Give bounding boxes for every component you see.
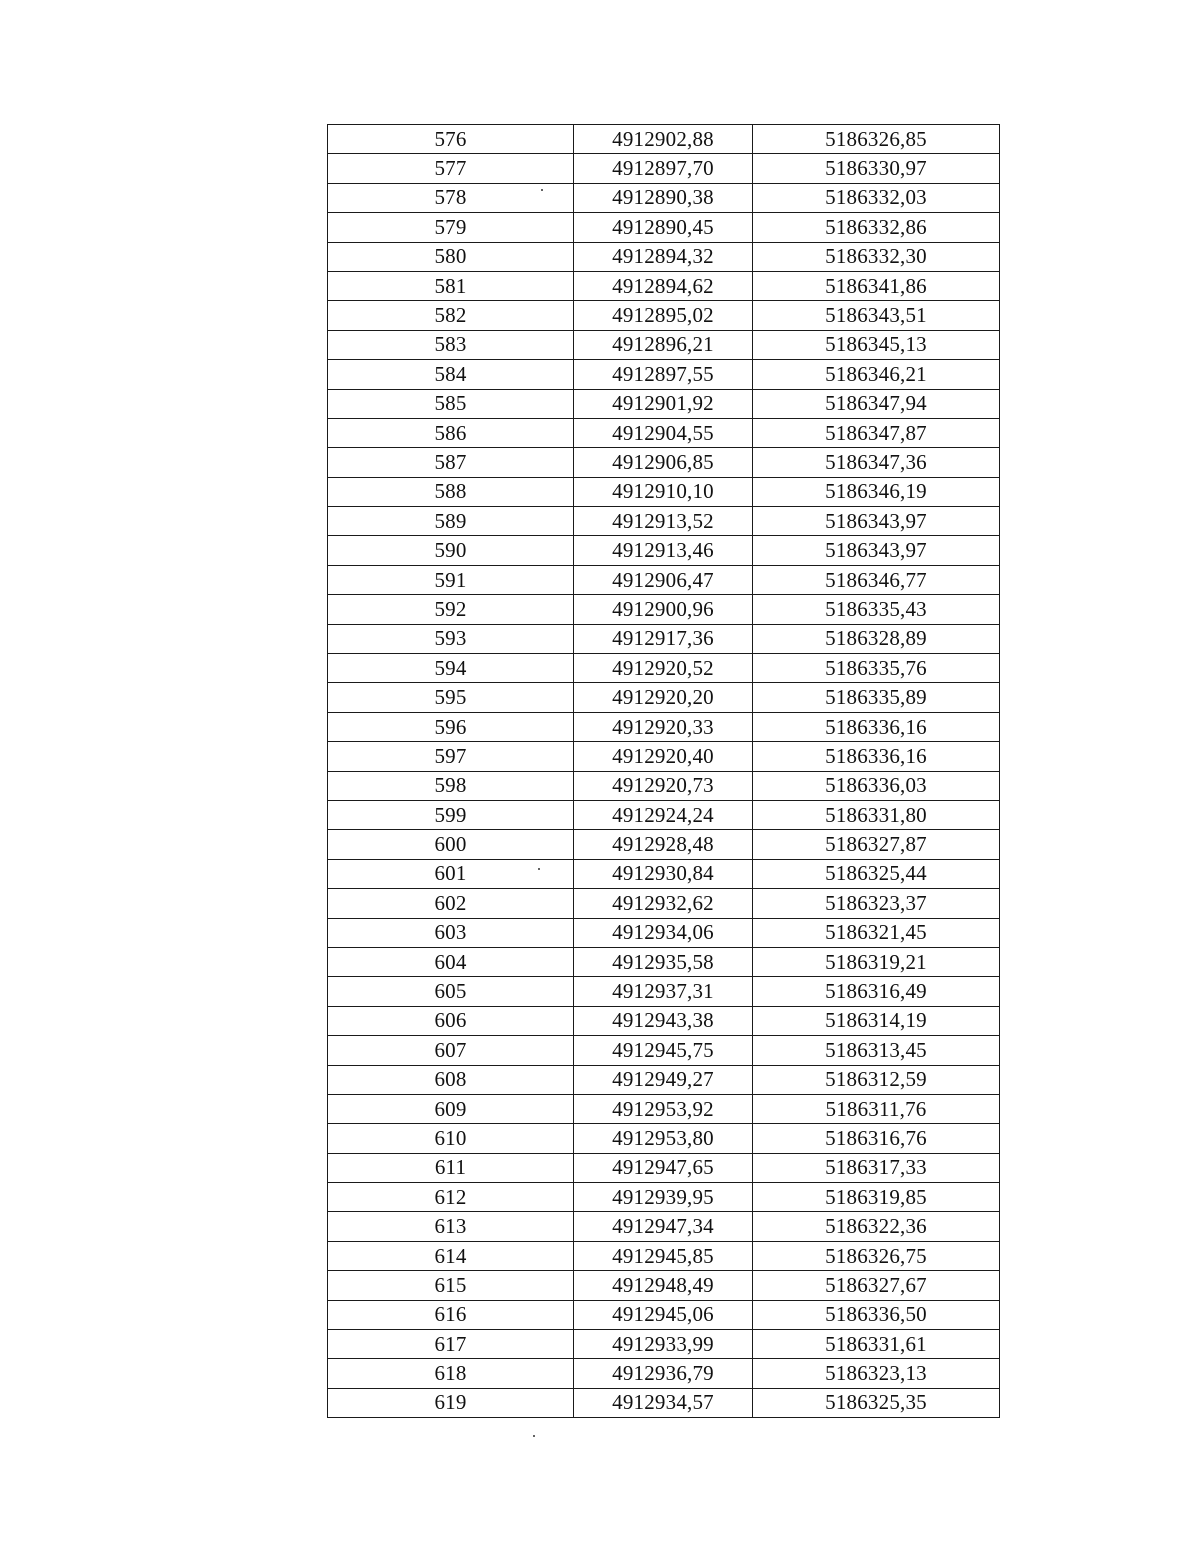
table-row — [328, 595, 1000, 624]
x-coordinate-cell: 4912949,27 — [574, 1065, 753, 1094]
table-row — [328, 771, 1000, 800]
y-coordinate-cell: 5186326,75 — [753, 1241, 1000, 1270]
table-row — [328, 1065, 1000, 1094]
point-number-cell: 587 — [328, 448, 574, 477]
x-coordinate-cell: 4912924,24 — [574, 800, 753, 829]
y-coordinate-cell: 5186312,59 — [753, 1065, 1000, 1094]
y-coordinate-cell: 5186343,51 — [753, 301, 1000, 330]
y-coordinate-cell: 5186319,21 — [753, 947, 1000, 976]
table-row — [328, 1153, 1000, 1182]
point-number-cell: 577 — [328, 154, 574, 183]
y-coordinate-cell: 5186323,13 — [753, 1359, 1000, 1388]
point-number-cell: 609 — [328, 1094, 574, 1123]
table-row — [328, 1212, 1000, 1241]
coordinates-table-body — [328, 125, 1000, 1418]
y-coordinate-cell: 5186311,76 — [753, 1094, 1000, 1123]
x-coordinate-cell: 4912894,32 — [574, 242, 753, 271]
y-coordinate-cell: 5186323,37 — [753, 889, 1000, 918]
table-row — [328, 654, 1000, 683]
y-coordinate-cell: 5186335,89 — [753, 683, 1000, 712]
y-coordinate-cell: 5186313,45 — [753, 1036, 1000, 1065]
x-coordinate-cell: 4912890,38 — [574, 183, 753, 212]
x-coordinate-cell: 4912900,96 — [574, 595, 753, 624]
coordinates-table — [327, 124, 1000, 1418]
x-coordinate-cell: 4912930,84 — [574, 859, 753, 888]
x-coordinate-cell: 4912945,75 — [574, 1036, 753, 1065]
point-number-cell: 602 — [328, 889, 574, 918]
y-coordinate-cell: 5186332,30 — [753, 242, 1000, 271]
x-coordinate-cell: 4912947,65 — [574, 1153, 753, 1182]
y-coordinate-cell: 5186332,03 — [753, 183, 1000, 212]
table-row — [328, 800, 1000, 829]
x-coordinate-cell: 4912947,34 — [574, 1212, 753, 1241]
point-number-cell: 595 — [328, 683, 574, 712]
point-number-cell: 598 — [328, 771, 574, 800]
x-coordinate-cell: 4912934,57 — [574, 1388, 753, 1417]
y-coordinate-cell: 5186316,76 — [753, 1124, 1000, 1153]
table-row — [328, 301, 1000, 330]
table-row — [328, 242, 1000, 271]
point-number-cell: 596 — [328, 712, 574, 741]
point-number-cell: 594 — [328, 654, 574, 683]
scan-speck — [533, 1435, 535, 1437]
y-coordinate-cell: 5186327,87 — [753, 830, 1000, 859]
point-number-cell: 615 — [328, 1271, 574, 1300]
y-coordinate-cell: 5186347,36 — [753, 448, 1000, 477]
point-number-cell: 610 — [328, 1124, 574, 1153]
point-number-cell: 579 — [328, 213, 574, 242]
scan-speck — [541, 189, 543, 191]
table-row — [328, 1271, 1000, 1300]
x-coordinate-cell: 4912896,21 — [574, 330, 753, 359]
y-coordinate-cell: 5186343,97 — [753, 507, 1000, 536]
table-row — [328, 742, 1000, 771]
table-row — [328, 477, 1000, 506]
y-coordinate-cell: 5186316,49 — [753, 977, 1000, 1006]
point-number-cell: 583 — [328, 330, 574, 359]
x-coordinate-cell: 4912943,38 — [574, 1006, 753, 1035]
y-coordinate-cell: 5186326,85 — [753, 125, 1000, 154]
table-row — [328, 1183, 1000, 1212]
y-coordinate-cell: 5186319,85 — [753, 1183, 1000, 1212]
x-coordinate-cell: 4912917,36 — [574, 624, 753, 653]
x-coordinate-cell: 4912920,52 — [574, 654, 753, 683]
point-number-cell: 606 — [328, 1006, 574, 1035]
table-row — [328, 624, 1000, 653]
x-coordinate-cell: 4912945,85 — [574, 1241, 753, 1270]
table-row — [328, 1388, 1000, 1417]
point-number-cell: 614 — [328, 1241, 574, 1270]
point-number-cell: 592 — [328, 595, 574, 624]
point-number-cell: 585 — [328, 389, 574, 418]
y-coordinate-cell: 5186330,97 — [753, 154, 1000, 183]
table-row — [328, 1124, 1000, 1153]
x-coordinate-cell: 4912910,10 — [574, 477, 753, 506]
table-row — [328, 859, 1000, 888]
x-coordinate-cell: 4912906,47 — [574, 565, 753, 594]
point-number-cell: 618 — [328, 1359, 574, 1388]
table-row — [328, 360, 1000, 389]
y-coordinate-cell: 5186343,97 — [753, 536, 1000, 565]
y-coordinate-cell: 5186331,61 — [753, 1330, 1000, 1359]
table-row — [328, 918, 1000, 947]
point-number-cell: 601 — [328, 859, 574, 888]
point-number-cell: 616 — [328, 1300, 574, 1329]
point-number-cell: 582 — [328, 301, 574, 330]
table-row — [328, 889, 1000, 918]
table-row — [328, 448, 1000, 477]
table-row — [328, 565, 1000, 594]
x-coordinate-cell: 4912920,20 — [574, 683, 753, 712]
point-number-cell: 586 — [328, 418, 574, 447]
point-number-cell: 597 — [328, 742, 574, 771]
x-coordinate-cell: 4912953,80 — [574, 1124, 753, 1153]
point-number-cell: 619 — [328, 1388, 574, 1417]
y-coordinate-cell: 5186336,50 — [753, 1300, 1000, 1329]
table-row — [328, 683, 1000, 712]
y-coordinate-cell: 5186332,86 — [753, 213, 1000, 242]
point-number-cell: 584 — [328, 360, 574, 389]
point-number-cell: 589 — [328, 507, 574, 536]
table-row — [328, 125, 1000, 154]
y-coordinate-cell: 5186321,45 — [753, 918, 1000, 947]
y-coordinate-cell: 5186322,36 — [753, 1212, 1000, 1241]
x-coordinate-cell: 4912901,92 — [574, 389, 753, 418]
point-number-cell: 605 — [328, 977, 574, 1006]
x-coordinate-cell: 4912920,33 — [574, 712, 753, 741]
point-number-cell: 617 — [328, 1330, 574, 1359]
y-coordinate-cell: 5186331,80 — [753, 800, 1000, 829]
table-row — [328, 947, 1000, 976]
table-row — [328, 1006, 1000, 1035]
y-coordinate-cell: 5186336,16 — [753, 742, 1000, 771]
x-coordinate-cell: 4912890,45 — [574, 213, 753, 242]
x-coordinate-cell: 4912933,99 — [574, 1330, 753, 1359]
y-coordinate-cell: 5186325,35 — [753, 1388, 1000, 1417]
point-number-cell: 612 — [328, 1183, 574, 1212]
table-row — [328, 977, 1000, 1006]
table-row — [328, 1036, 1000, 1065]
point-number-cell: 599 — [328, 800, 574, 829]
point-number-cell: 576 — [328, 125, 574, 154]
x-coordinate-cell: 4912913,52 — [574, 507, 753, 536]
point-number-cell: 604 — [328, 947, 574, 976]
x-coordinate-cell: 4912935,58 — [574, 947, 753, 976]
scan-speck — [538, 868, 540, 870]
table-row — [328, 389, 1000, 418]
point-number-cell: 578 — [328, 183, 574, 212]
point-number-cell: 607 — [328, 1036, 574, 1065]
table-row — [328, 154, 1000, 183]
x-coordinate-cell: 4912920,40 — [574, 742, 753, 771]
point-number-cell: 613 — [328, 1212, 574, 1241]
table-row — [328, 507, 1000, 536]
y-coordinate-cell: 5186346,21 — [753, 360, 1000, 389]
x-coordinate-cell: 4912902,88 — [574, 125, 753, 154]
y-coordinate-cell: 5186346,77 — [753, 565, 1000, 594]
x-coordinate-cell: 4912936,79 — [574, 1359, 753, 1388]
x-coordinate-cell: 4912904,55 — [574, 418, 753, 447]
point-number-cell: 603 — [328, 918, 574, 947]
point-number-cell: 588 — [328, 477, 574, 506]
x-coordinate-cell: 4912945,06 — [574, 1300, 753, 1329]
x-coordinate-cell: 4912913,46 — [574, 536, 753, 565]
x-coordinate-cell: 4912948,49 — [574, 1271, 753, 1300]
y-coordinate-cell: 5186335,76 — [753, 654, 1000, 683]
x-coordinate-cell: 4912920,73 — [574, 771, 753, 800]
y-coordinate-cell: 5186336,16 — [753, 712, 1000, 741]
point-number-cell: 591 — [328, 565, 574, 594]
y-coordinate-cell: 5186347,87 — [753, 418, 1000, 447]
table-row — [328, 1300, 1000, 1329]
y-coordinate-cell: 5186325,44 — [753, 859, 1000, 888]
table-row — [328, 213, 1000, 242]
point-number-cell: 580 — [328, 242, 574, 271]
y-coordinate-cell: 5186341,86 — [753, 271, 1000, 300]
point-number-cell: 600 — [328, 830, 574, 859]
x-coordinate-cell: 4912939,95 — [574, 1183, 753, 1212]
table-row — [328, 712, 1000, 741]
x-coordinate-cell: 4912953,92 — [574, 1094, 753, 1123]
table-row — [328, 1241, 1000, 1270]
x-coordinate-cell: 4912894,62 — [574, 271, 753, 300]
table-row — [328, 183, 1000, 212]
x-coordinate-cell: 4912932,62 — [574, 889, 753, 918]
x-coordinate-cell: 4912895,02 — [574, 301, 753, 330]
y-coordinate-cell: 5186328,89 — [753, 624, 1000, 653]
y-coordinate-cell: 5186336,03 — [753, 771, 1000, 800]
point-number-cell: 611 — [328, 1153, 574, 1182]
x-coordinate-cell: 4912897,55 — [574, 360, 753, 389]
point-number-cell: 581 — [328, 271, 574, 300]
table-row — [328, 271, 1000, 300]
table-row — [328, 536, 1000, 565]
y-coordinate-cell: 5186327,67 — [753, 1271, 1000, 1300]
point-number-cell: 593 — [328, 624, 574, 653]
x-coordinate-cell: 4912928,48 — [574, 830, 753, 859]
table-row — [328, 1330, 1000, 1359]
y-coordinate-cell: 5186345,13 — [753, 330, 1000, 359]
table-row — [328, 1094, 1000, 1123]
y-coordinate-cell: 5186314,19 — [753, 1006, 1000, 1035]
x-coordinate-cell: 4912937,31 — [574, 977, 753, 1006]
y-coordinate-cell: 5186346,19 — [753, 477, 1000, 506]
x-coordinate-cell: 4912906,85 — [574, 448, 753, 477]
y-coordinate-cell: 5186335,43 — [753, 595, 1000, 624]
table-row — [328, 330, 1000, 359]
y-coordinate-cell: 5186317,33 — [753, 1153, 1000, 1182]
table-row — [328, 418, 1000, 447]
x-coordinate-cell: 4912934,06 — [574, 918, 753, 947]
table-row — [328, 1359, 1000, 1388]
table-row — [328, 830, 1000, 859]
point-number-cell: 608 — [328, 1065, 574, 1094]
point-number-cell: 590 — [328, 536, 574, 565]
x-coordinate-cell: 4912897,70 — [574, 154, 753, 183]
y-coordinate-cell: 5186347,94 — [753, 389, 1000, 418]
